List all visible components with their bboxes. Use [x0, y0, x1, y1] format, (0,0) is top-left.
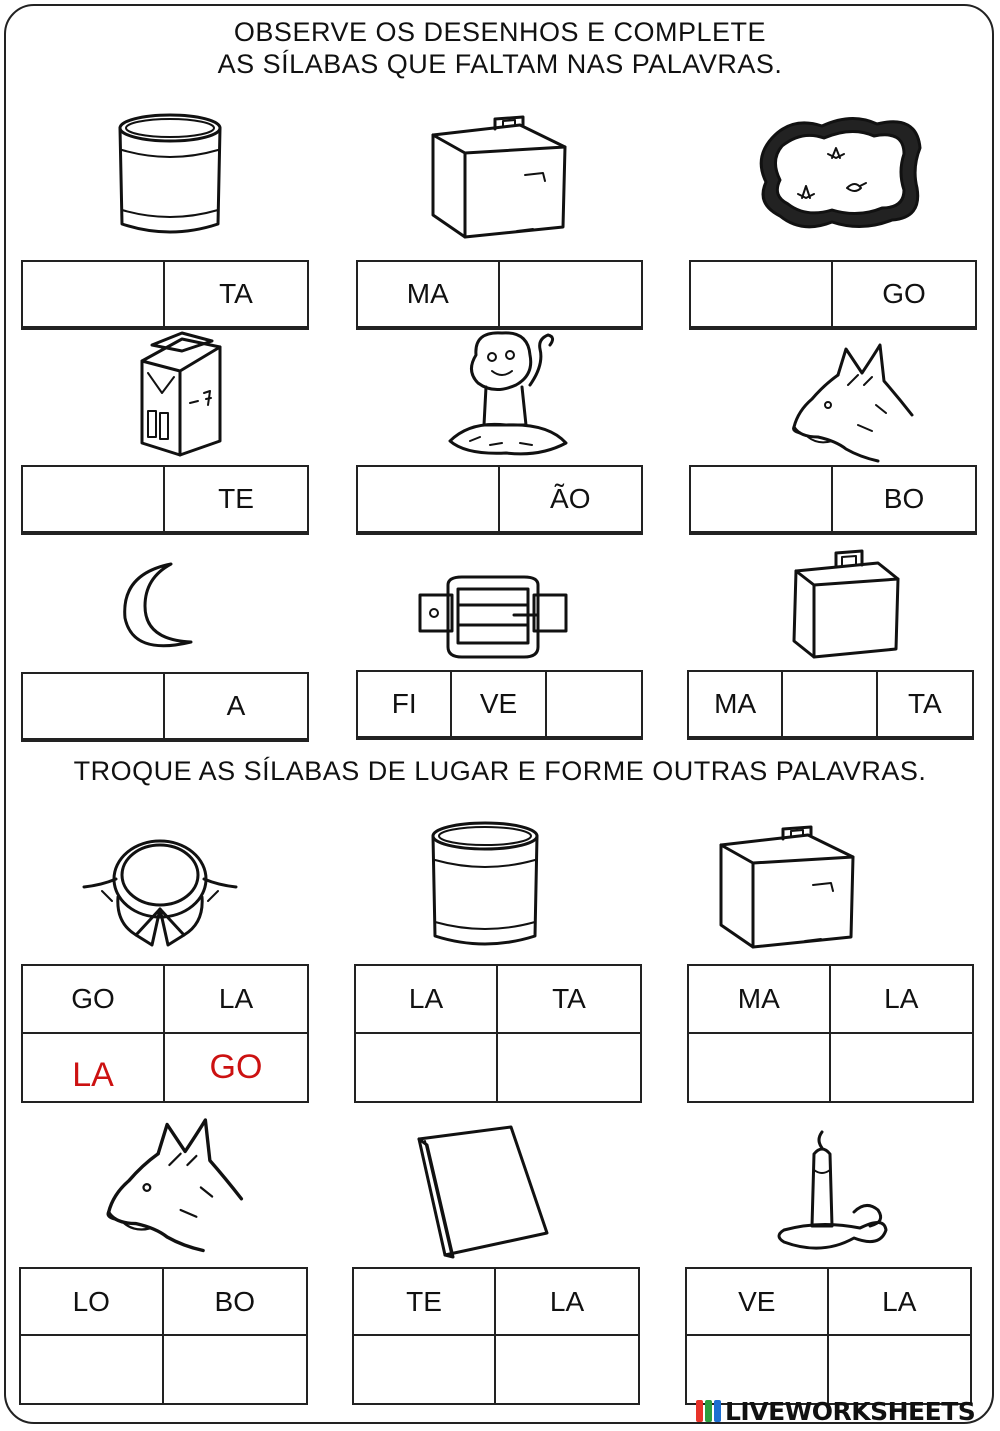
syllable-grid-lago	[689, 260, 977, 330]
maleta-icon	[790, 545, 905, 660]
syllable-cell: MA	[689, 672, 783, 738]
lata-icon	[428, 820, 543, 955]
syllable-cell: TE	[354, 1269, 496, 1336]
gola-icon	[82, 835, 237, 950]
syllable-blank-field[interactable]	[547, 672, 641, 738]
syllable-cell: VE	[687, 1269, 829, 1336]
syllable-cell: LA	[165, 966, 307, 1034]
answer-field[interactable]	[496, 1336, 638, 1403]
swap-grid-gola	[21, 964, 309, 1103]
syllable-cell: BO	[833, 467, 975, 533]
syllable-cell: BO	[164, 1269, 307, 1336]
swap-grid-vela	[685, 1267, 972, 1405]
syllable-cell: LA	[496, 1269, 638, 1336]
answer-field[interactable]	[356, 1034, 498, 1102]
swap-grid-mala	[687, 964, 974, 1103]
lobo-icon	[788, 345, 918, 465]
syllable-cell: TA	[878, 672, 972, 738]
syllable-cell: A	[165, 674, 307, 740]
syllable-grid-lata	[21, 260, 309, 330]
syllable-grid-mala	[356, 260, 643, 330]
syllable-cell: GO	[833, 262, 975, 328]
syllable-cell: TE	[165, 467, 307, 533]
syllable-cell: LA	[831, 966, 973, 1034]
syllable-cell: ÃO	[500, 467, 642, 533]
fivela-icon	[418, 575, 568, 660]
liveworksheets-logo[interactable]	[696, 1396, 975, 1426]
answer-field[interactable]	[21, 1336, 164, 1403]
syllable-blank-field[interactable]	[358, 467, 500, 533]
syllable-grid-maleta	[687, 670, 974, 740]
syllable-cell: LA	[829, 1269, 971, 1336]
swap-grid-tela	[352, 1267, 640, 1405]
mala-icon	[425, 115, 575, 245]
lua-icon	[115, 560, 200, 660]
lata-icon	[115, 112, 225, 242]
syllable-grid-lua	[21, 672, 309, 742]
logo-text: LIVEWORKSHEETS	[725, 1396, 976, 1426]
instruction-part1	[0, 16, 1000, 80]
syllable-cell: MA	[358, 262, 500, 328]
syllable-blank-field[interactable]	[691, 467, 833, 533]
syllable-cell: TA	[498, 966, 640, 1034]
syllable-cell: FI	[358, 672, 452, 738]
syllable-blank-field[interactable]	[23, 467, 165, 533]
swap-grid-lata	[354, 964, 642, 1103]
tela-icon	[415, 1125, 555, 1260]
syllable-grid-leite	[21, 465, 309, 535]
instruction-part2: TROQUE AS SÍLABAS DE LUGAR E FORME OUTRAS PALAVRAS.	[73, 756, 927, 786]
syllable-cell: MA	[689, 966, 831, 1034]
syllable-grid-lobo	[689, 465, 977, 535]
syllable-grid-leao	[356, 465, 643, 535]
lago-icon	[752, 108, 927, 238]
syllable-blank-field[interactable]	[691, 262, 833, 328]
syllable-blank-field[interactable]	[783, 672, 877, 738]
answer-field[interactable]	[164, 1336, 307, 1403]
vela-icon	[770, 1130, 890, 1255]
instruction-line-2: AS SÍLABAS QUE FALTAM NAS PALAVRAS.	[217, 49, 783, 79]
answer-field[interactable]	[354, 1336, 496, 1403]
answer-field[interactable]: GO	[209, 1047, 263, 1086]
answer-field[interactable]	[831, 1034, 973, 1102]
syllable-cell: VE	[452, 672, 546, 738]
liveworksheets-logo-icon	[696, 1400, 721, 1422]
syllable-blank-field[interactable]	[23, 262, 165, 328]
syllable-blank-field[interactable]	[23, 674, 165, 740]
leite-icon	[132, 333, 232, 458]
syllable-cell: GO	[23, 966, 165, 1034]
syllable-grid-fivela	[356, 670, 643, 740]
instruction-line-1: OBSERVE OS DESENHOS E COMPLETE	[233, 17, 767, 47]
leao-icon	[430, 325, 580, 460]
answer-field[interactable]: LA	[23, 1034, 165, 1102]
lobo-icon	[100, 1120, 250, 1255]
swap-grid-lobo	[19, 1267, 308, 1405]
answer-field[interactable]	[829, 1336, 971, 1403]
syllable-cell: LA	[356, 966, 498, 1034]
answer-field[interactable]	[498, 1034, 640, 1102]
answer-field[interactable]	[687, 1336, 829, 1403]
syllable-cell: TA	[165, 262, 307, 328]
mala-icon	[713, 825, 863, 955]
syllable-blank-field[interactable]	[500, 262, 642, 328]
answer-field[interactable]	[689, 1034, 831, 1102]
syllable-cell: LO	[21, 1269, 164, 1336]
